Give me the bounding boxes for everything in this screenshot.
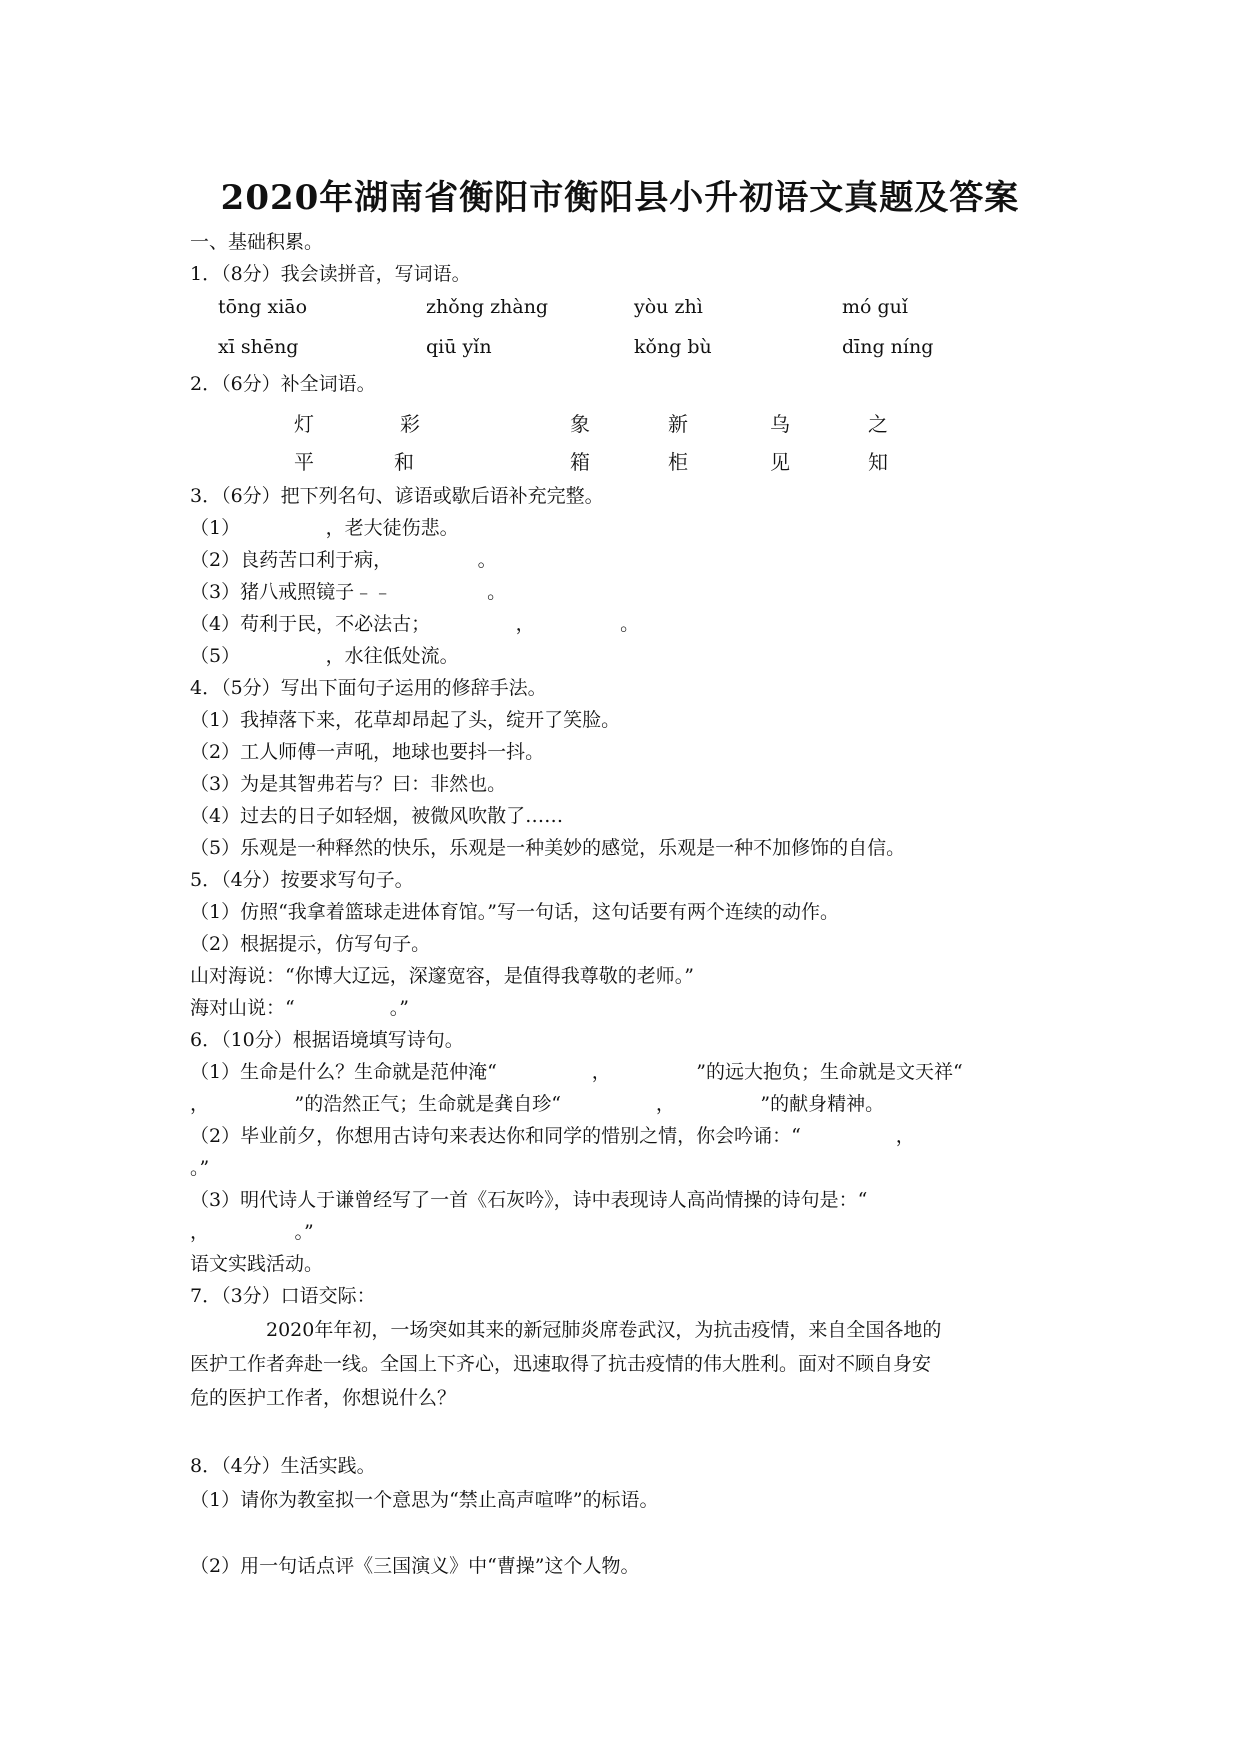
q4-item-4: （4）过去的日子如轻烟，被微风吹散了…… <box>190 805 564 827</box>
q3-item-5: （5） ，水往低处流。 <box>190 645 459 667</box>
q4-item-3: （3）为是其智弗若与？曰：非然也。 <box>190 773 507 795</box>
idiom-char: 知 <box>868 450 888 474</box>
q4-item-5: （5）乐观是一种释然的快乐，乐观是一种美妙的感觉，乐观是一种不加修饰的自信。 <box>190 837 906 859</box>
idiom-char: 平 <box>294 450 314 474</box>
pinyin-item: qiū yǐn <box>426 336 492 358</box>
idiom-char: 箱 <box>570 450 590 474</box>
q6-line-2: ， ”的浩然正气；生命就是龚自珍“ ， ”的献身精神。 <box>190 1093 885 1115</box>
q3-item-2: （2）良药苦口利于病， 。 <box>190 549 497 571</box>
q5-header: 5．（4分）按要求写句子。 <box>190 869 414 891</box>
pinyin-item: xī shēng <box>218 336 299 358</box>
idiom-char: 灯 <box>294 412 314 436</box>
q4-item-1: （1）我掉落下来，花草却昂起了头，绽开了笑脸。 <box>190 709 621 731</box>
q7-paragraph-line-1: 2020年年初，一场突如其来的新冠肺炎席卷武汉，为抗击疫情，来自全国各地的 <box>266 1319 942 1341</box>
pinyin-item: mó guǐ <box>842 296 908 318</box>
section-heading-practice: 语文实践活动。 <box>190 1253 324 1275</box>
q5-item-1: （1）仿照“我拿着篮球走进体育馆。”写一句话，这句话要有两个连续的动作。 <box>190 901 840 923</box>
page-title: 2020年湖南省衡阳市衡阳县小升初语文真题及答案 <box>220 178 1020 218</box>
q8-item-1: （1）请你为教室拟一个意思为“禁止高声喧哗”的标语。 <box>190 1489 659 1511</box>
idiom-char: 柜 <box>668 450 688 474</box>
q5-item-4: 海对山说：“ 。” <box>190 997 409 1019</box>
pinyin-item: yòu zhì <box>634 296 703 318</box>
q7-paragraph-line-2: 医护工作者奔赴一线。全国上下齐心，迅速取得了抗击疫情的伟大胜利。面对不顾自身安 <box>190 1353 932 1375</box>
pinyin-item: zhǒng zhàng <box>426 296 549 318</box>
q7-paragraph-line-3: 危的医护工作者，你想说什么？ <box>190 1387 457 1409</box>
idiom-char: 乌 <box>770 412 790 436</box>
idiom-char: 见 <box>770 450 790 474</box>
q6-line-3: （2）毕业前夕，你想用古诗句来表达你和同学的惜别之情，你会吟诵：“ ， <box>190 1125 915 1147</box>
q5-item-3: 山对海说：“你博大辽远，深邃宽容，是值得我尊敬的老师。” <box>190 965 694 987</box>
idiom-char: 新 <box>668 412 688 436</box>
q6-line-4: 。” <box>190 1157 210 1179</box>
q6-header: 6．（10分）根据语境填写诗句。 <box>190 1029 464 1051</box>
idiom-char: 象 <box>570 412 590 436</box>
idiom-char: 彩 <box>400 412 420 436</box>
q3-header: 3．（6分）把下列名句、谚语或歇后语补充完整。 <box>190 485 604 507</box>
q6-line-5: （3）明代诗人于谦曾经写了一首《石灰吟》，诗中表现诗人高尚情操的诗句是：“ <box>190 1189 868 1211</box>
q8-item-2: （2）用一句话点评《三国演义》中“曹操”这个人物。 <box>190 1555 640 1577</box>
idiom-char: 和 <box>394 450 414 474</box>
q6-line-1: （1）生命是什么？生命就是范仲淹“ ， ”的远大抱负；生命就是文天祥“ <box>190 1061 963 1083</box>
q1-header: 1．（8分）我会读拼音，写词语。 <box>190 263 471 285</box>
q3-item-3: （3）猪八戒照镜子﹣﹣ 。 <box>190 581 507 603</box>
q4-header: 4．（5分）写出下面句子运用的修辞手法。 <box>190 677 547 699</box>
q6-line-6: ， 。” <box>190 1221 314 1243</box>
q8-header: 8．（4分）生活实践。 <box>190 1455 376 1477</box>
pinyin-item: kǒng bù <box>634 336 712 358</box>
pinyin-item: tōng xiāo <box>218 296 308 318</box>
q3-item-4: （4）苟利于民，不必法古； ， 。 <box>190 613 640 635</box>
pinyin-item: dīng níng <box>842 336 934 358</box>
q4-item-2: （2）工人师傅一声吼，地球也要抖一抖。 <box>190 741 545 763</box>
idiom-char: 之 <box>868 412 888 436</box>
q2-header: 2．（6分）补全词语。 <box>190 373 376 395</box>
q7-header: 7．（3分）口语交际： <box>190 1285 376 1307</box>
section-heading-basic: 一、基础积累。 <box>190 231 324 253</box>
q3-item-1: （1） ，老大徒伤悲。 <box>190 517 459 539</box>
q5-item-2: （2）根据提示，仿写句子。 <box>190 933 431 955</box>
